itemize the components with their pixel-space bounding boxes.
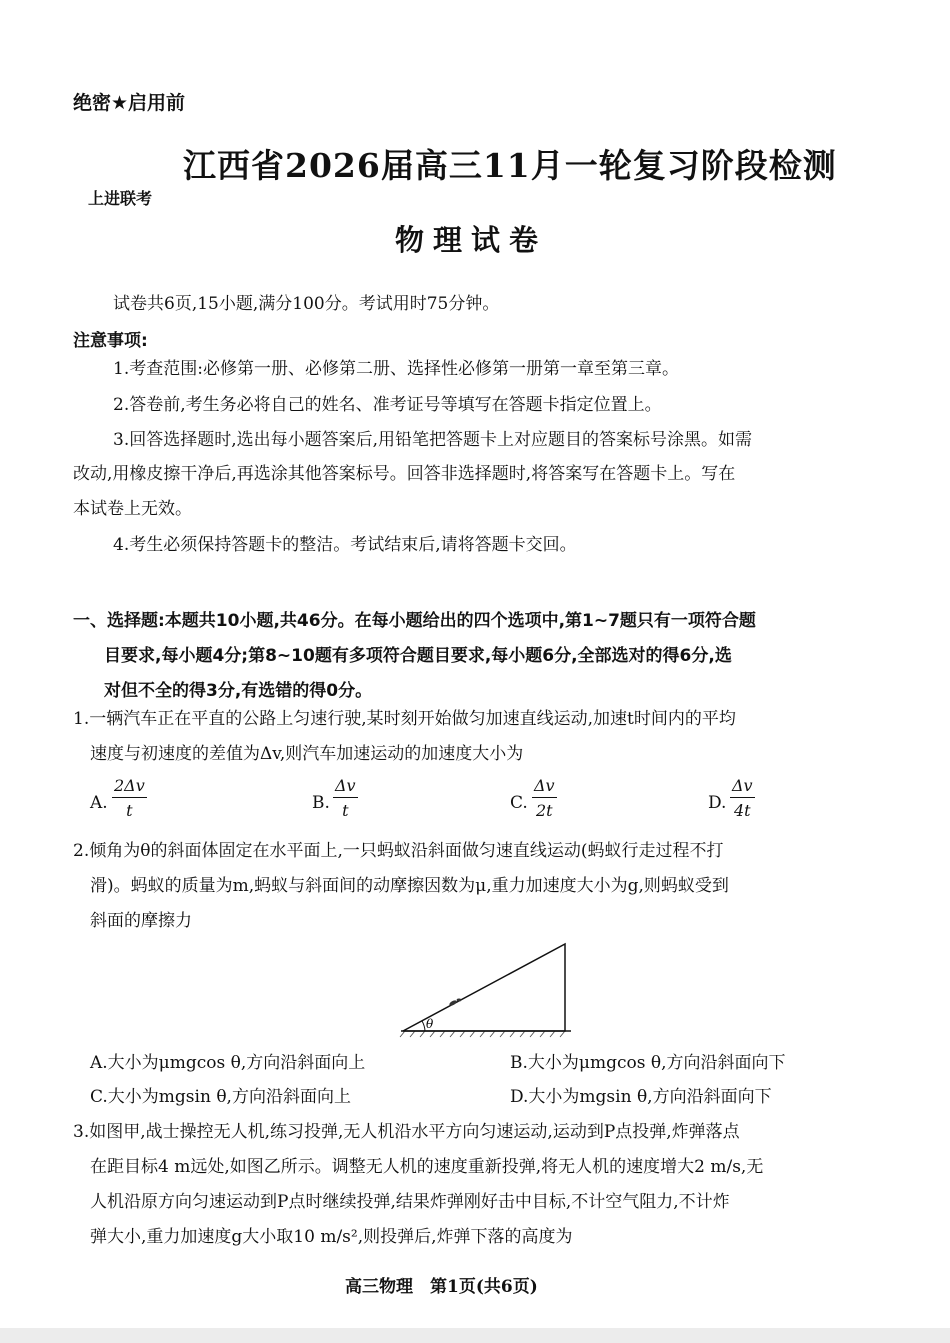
q2-stem-line1: 2.倾角为θ的斜面体固定在水平面上,一只蚂蚁沿斜面做匀速直线运动(蚂蚁行走过程不打 xyxy=(73,841,724,861)
q3-stem-line3: 人机沿原方向匀速运动到P点时继续投弹,结果炸弹刚好击中目标,不计空气阻力,不计炸 xyxy=(90,1192,730,1212)
section1-heading-line3: 对但不全的得3分,有选错的得0分。 xyxy=(104,681,373,701)
q2-option-d[interactable]: D.大小为mgsin θ,方向沿斜面向下 xyxy=(510,1087,772,1107)
secret-label: 绝密★启用前 xyxy=(73,92,186,114)
scan-edge xyxy=(0,1328,950,1343)
option-fraction: $\frac{\Delta v}{4t}$ xyxy=(732,776,753,820)
page-footer: 高三物理 第1页(共6页) xyxy=(345,1277,538,1297)
option-fraction: $\frac{\Delta v}{2t}$ xyxy=(534,776,555,820)
notice-item-3-line1: 3.回答选择题时,选出每小题答案后,用铅笔把答题卡上对应题目的答案标号涂黑。如需 xyxy=(113,430,753,450)
q2-option-a[interactable]: A.大小为μmgcos θ,方向沿斜面向上 xyxy=(90,1053,366,1073)
option-label: D. xyxy=(708,793,727,813)
exam-summary: 试卷共6页,15小题,满分100分。考试用时75分钟。 xyxy=(113,294,500,314)
ant-icon xyxy=(449,999,462,1007)
incline-diagram xyxy=(395,940,575,1040)
q1-stem-line2: 速度与初速度的差值为Δv,则汽车加速运动的加速度大小为 xyxy=(90,744,524,764)
angle-theta-label: θ xyxy=(426,1017,434,1031)
publisher-label: 上进联考 xyxy=(88,189,153,208)
option-label: C. xyxy=(510,793,528,813)
notice-title: 注意事项: xyxy=(73,331,148,351)
option-label: B. xyxy=(312,793,330,813)
q2-stem-line2: 滑)。蚂蚁的质量为m,蚂蚁与斜面间的动摩擦因数为μ,重力加速度大小为g,则蚂蚁受到 xyxy=(90,876,729,896)
option-fraction: $\frac{2\Delta v}{t}$ xyxy=(114,776,145,820)
q3-stem-line2: 在距目标4 m远处,如图乙所示。调整无人机的速度重新投弹,将无人机的速度增大2 m/s,无 xyxy=(90,1157,764,1177)
exam-title: 江西省2026届高三11月一轮复习阶段检测 xyxy=(183,146,837,185)
q1-stem-line1: 1.一辆汽车正在平直的公路上匀速行驶,某时刻开始做匀加速直线运动,加速t时间内的平均 xyxy=(73,709,736,729)
q3-stem-line4: 弹大小,重力加速度g大小取10 m/s²,则投弹后,炸弹下落的高度为 xyxy=(90,1227,573,1247)
notice-item-2: 2.答卷前,考生务必将自己的姓名、准考证号等填写在答题卡指定位置上。 xyxy=(113,395,662,415)
subject-title: 物理试卷 xyxy=(395,223,548,257)
q2-option-c[interactable]: C.大小为mgsin θ,方向沿斜面向上 xyxy=(90,1087,351,1107)
q2-option-b[interactable]: B.大小为μmgcos θ,方向沿斜面向下 xyxy=(510,1053,786,1073)
option-fraction: $\frac{\Delta v}{t}$ xyxy=(335,776,356,820)
notice-item-4: 4.考生必须保持答题卡的整洁。考试结束后,请将答题卡交回。 xyxy=(113,535,577,555)
option-label: A. xyxy=(90,793,108,813)
section1-heading-line2: 目要求,每小题4分;第8~10题有多项符合题目要求,每小题6分,全部选对的得6分,选 xyxy=(104,646,732,666)
notice-item-1: 1.考查范围:必修第一册、必修第二册、选择性必修第一册第一章至第三章。 xyxy=(113,359,679,379)
q2-stem-line3: 斜面的摩擦力 xyxy=(90,911,192,931)
notice-item-3-line3: 本试卷上无效。 xyxy=(73,499,192,519)
section1-heading-line1: 一、选择题:本题共10小题,共46分。在每小题给出的四个选项中,第1~7题只有一项符合题 xyxy=(73,611,756,631)
q3-stem-line1: 3.如图甲,战士操控无人机,练习投弹,无人机沿水平方向匀速运动,运动到P点投弹,炸弹落点 xyxy=(73,1122,740,1142)
notice-item-3-line2: 改动,用橡皮擦干净后,再选涂其他答案标号。回答非选择题时,将答案写在答题卡上。写在 xyxy=(73,464,736,484)
